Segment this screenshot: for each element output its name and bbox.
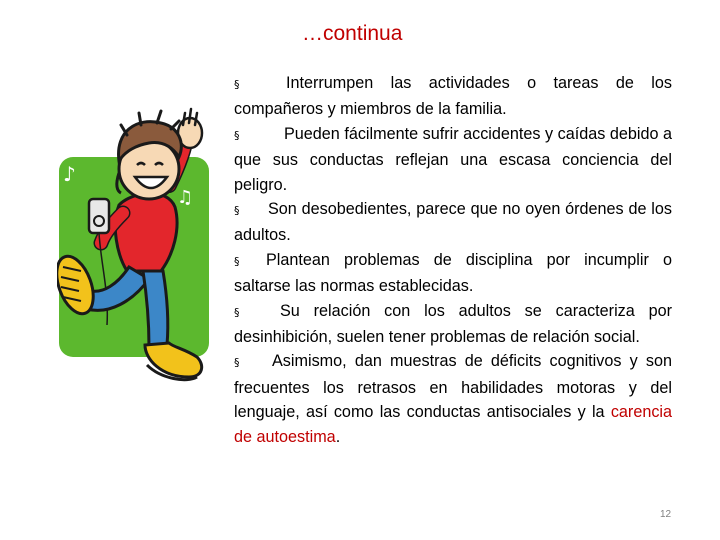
bullet-item [234, 349, 672, 449]
slide-title: …continua [302, 22, 403, 45]
bullet-list [234, 71, 672, 449]
music-note-icon: ♪ [63, 162, 76, 186]
bullet-item [234, 71, 672, 122]
bullet-item [234, 248, 672, 299]
bullet-text: Su relación con los adultos se caracteriza por desinhibición, suelen tener problemas de relación social. [234, 301, 672, 347]
bullet-marker: § [234, 128, 240, 142]
bullet-item [234, 122, 672, 197]
slide-number: 12 [660, 509, 672, 520]
music-note-icon: ♫ [177, 187, 194, 208]
bullet-text: Pueden fácilmente sufrir accidentes y caídas debido a que sus conductas reflejan una escasa conciencia del peligro. [234, 124, 672, 194]
bullet-item [234, 197, 672, 248]
bullet-marker: § [234, 305, 240, 319]
bullet-text-end: . [335, 427, 341, 446]
bullet-text: Son desobedientes, parece que no oyen órdenes de los adultos. [234, 200, 672, 245]
bullet-text: Asimismo, dan muestras de déficits cognitivos y son frecuentes los retrasos en habilidades motoras y del lenguaje, así como las conductas antisociales y la [234, 352, 672, 422]
dancing-boy-with-music-player-icon [57, 95, 227, 395]
bullet-marker: § [234, 356, 240, 370]
bullet-marker: § [234, 78, 240, 91]
bullet-marker: § [234, 254, 240, 268]
highlighted-phrase: carencia de autoestima [234, 403, 673, 446]
bullet-marker: § [234, 204, 240, 218]
bullet-text: Interrumpen las actividades o tareas de los compañeros y miembros de la familia. [234, 74, 672, 119]
bullet-text: Plantean problemas de disciplina por incumplir o saltarse las normas establecidas. [234, 250, 672, 296]
bullet-item [234, 299, 672, 350]
